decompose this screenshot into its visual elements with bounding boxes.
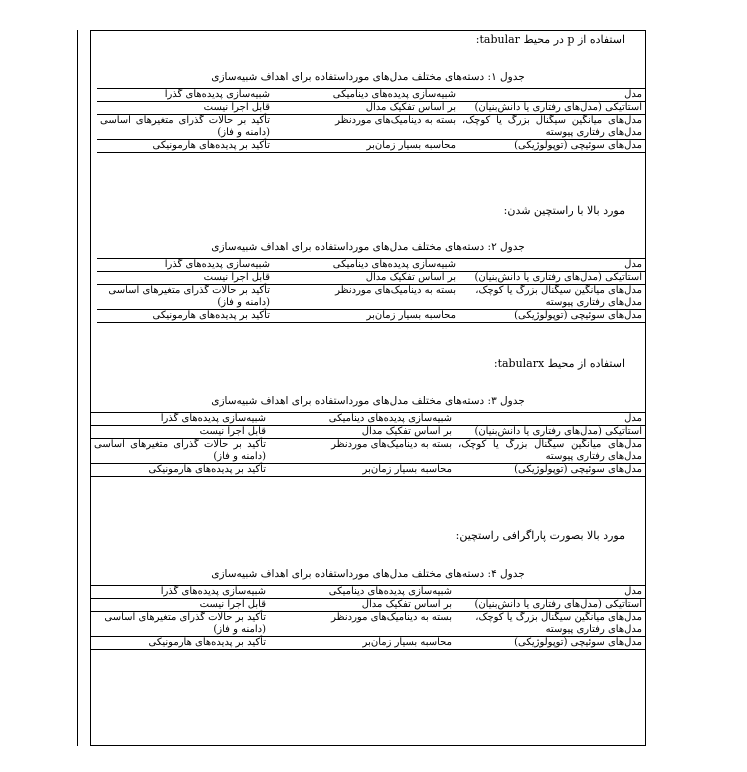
table-cell: استاتیکی (مدل‌های رفتاری یا دانش‌بنیان) [474,599,642,610]
table-row [91,612,645,637]
table-cell: تأکید بر حالات گذرای متغیرهای اساسی (دامنه و فاز) [100,115,270,138]
table-cell: قابل اجرا نیست [203,272,270,283]
table-cell: قابل اجرا نیست [203,102,270,113]
table-cell: مدل‌های میانگین سیگنال بزرگ یا کوچک، مدل‌های رفتاری پیوسته [475,612,642,635]
table-cell: بر اساس تفکیک مدال [365,272,456,283]
table-cell: تأکید بر پدیده‌های هارمونیکی [152,140,270,151]
table-cell: بسته به دینامیک‌های موردنظر [331,612,452,623]
table-1-header-dynamic: شبیه‌سازی پدیده‌های دینامیکی [332,89,456,100]
table-cell: بسته به دینامیک‌های موردنظر [335,115,456,126]
table-1-header [97,89,645,102]
table-4-caption: جدول ۴: دسته‌های مختلف مدل‌های مورداستفاده برای اهداف شبیه‌سازی [211,568,525,580]
table-cell: مدل‌های میانگین سیگنال بزرگ یا کوچک، مدل‌های رفتاری پیوسته [462,115,642,138]
table-4-header-model: مدل [624,586,642,597]
table-cell: محاسبه بسیار زمان‌بر [362,464,452,475]
table-cell: مدل‌های سوئیچی (توپولوژیکی) [514,637,642,648]
table-cell: قابل اجرا نیست [199,426,266,437]
table-row [97,140,645,153]
table-row [97,115,645,140]
table-3-header-model: مدل [624,413,642,424]
table-cell: تأکید بر پدیده‌های هارمونیکی [148,637,266,648]
table-row [97,310,645,323]
table-cell: تأکید بر حالات گذرای متغیرهای اساسی (دامنه و فاز) [94,439,266,462]
table-cell: مدل‌های میانگین سیگنال بزرگ یا کوچک، مدل‌های رفتاری پیوسته [458,439,642,462]
table-4-header [91,586,645,599]
table-cell: محاسبه بسیار زمان‌بر [366,140,456,151]
table-2 [97,258,645,323]
table-cell: بسته به دینامیک‌های موردنظر [335,285,456,296]
table-3-header-dynamic: شبیه‌سازی پدیده‌های دینامیکی [328,413,452,424]
table-cell: بر اساس تفکیک مدال [361,599,452,610]
table-4-header-transient: شبیه‌سازی پدیده‌های گذرا [160,586,266,597]
table-1-caption: جدول ۱: دسته‌های مختلف مدل‌های مورداستفاده برای اهداف شبیه‌سازی [211,71,525,83]
table-cell: تأکید بر پدیده‌های هارمونیکی [152,310,270,321]
section-3-intro: استفاده از محیط tabularx: [493,357,625,370]
table-4-header-dynamic: شبیه‌سازی پدیده‌های دینامیکی [328,586,452,597]
table-2-header [97,259,645,272]
table-row [97,272,645,285]
table-cell: بر اساس تفکیک مدال [361,426,452,437]
table-cell: قابل اجرا نیست [199,599,266,610]
margin-line [77,30,78,746]
table-cell: محاسبه بسیار زمان‌بر [362,637,452,648]
table-2-header-model: مدل [624,259,642,270]
table-row [97,102,645,115]
table-row [97,285,645,310]
page [90,30,646,746]
table-row [91,439,645,464]
table-cell: مدل‌های سوئیچی (توپولوژیکی) [514,464,642,475]
table-row [91,599,645,612]
table-4 [91,585,645,650]
table-row [91,637,645,650]
section-4-intro: مورد بالا بصورت پاراگرافی راستچین: [455,529,625,542]
table-cell: استاتیکی (مدل‌های رفتاری یا دانش‌بنیان) [474,426,642,437]
table-row [91,464,645,477]
table-row [91,426,645,439]
table-cell: تأکید بر حالات گذرای متغیرهای اساسی (دامنه و فاز) [108,285,270,308]
table-1 [97,88,645,153]
table-2-header-transient: شبیه‌سازی پدیده‌های گذرا [164,259,270,270]
table-3-caption: جدول ۳: دسته‌های مختلف مدل‌های مورداستفاده برای اهداف شبیه‌سازی [211,395,525,407]
section-2-intro: مورد بالا با راستچین شدن: [503,204,625,217]
table-cell: تأکید بر پدیده‌های هارمونیکی [148,464,266,475]
table-1-header-model: مدل [624,89,642,100]
table-cell: بسته به دینامیک‌های موردنظر [331,439,452,450]
table-2-caption: جدول ۲: دسته‌های مختلف مدل‌های مورداستفاده برای اهداف شبیه‌سازی [211,241,525,253]
table-cell: مدل‌های میانگین سیگنال بزرگ یا کوچک، مدل‌های رفتاری پیوسته [475,285,642,308]
table-3-header [91,413,645,426]
table-cell: استاتیکی (مدل‌های رفتاری یا دانش‌بنیان) [474,102,642,113]
table-cell: محاسبه بسیار زمان‌بر [366,310,456,321]
table-1-header-transient: شبیه‌سازی پدیده‌های گذرا [164,89,270,100]
table-2-header-dynamic: شبیه‌سازی پدیده‌های دینامیکی [332,259,456,270]
table-cell: مدل‌های سوئیچی (توپولوژیکی) [514,310,642,321]
table-cell: استاتیکی (مدل‌های رفتاری یا دانش‌بنیان) [474,272,642,283]
table-cell: تأکید بر حالات گذرای متغیرهای اساسی (دامنه و فاز) [104,612,266,635]
section-1-intro: استفاده از p در محیط tabular: [475,33,625,46]
table-cell: مدل‌های سوئیچی (توپولوژیکی) [514,140,642,151]
table-cell: بر اساس تفکیک مدال [365,102,456,113]
table-3 [91,412,645,477]
table-3-header-transient: شبیه‌سازی پدیده‌های گذرا [160,413,266,424]
